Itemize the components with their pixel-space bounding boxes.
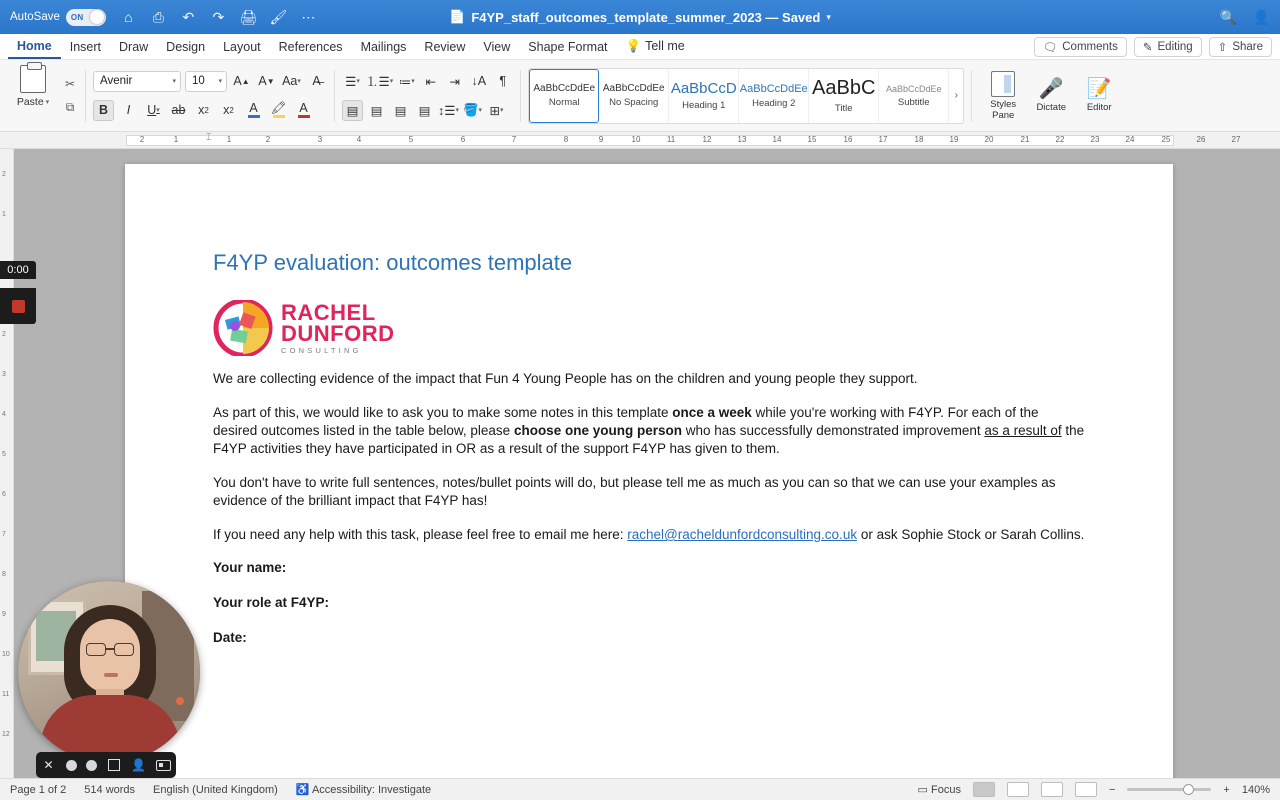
ruler-number: 11 [666,135,676,144]
autosave-toggle[interactable] [66,9,106,26]
title-bar [0,0,1280,34]
ruler-number: 15 [807,135,817,144]
ruler-number: 4 [356,135,362,144]
web-layout-view-button[interactable] [1007,782,1029,797]
ruler-number: 12 [702,135,712,144]
ruler-number: 26 [1196,135,1206,144]
highlight-color-icon[interactable]: 🖍 [268,100,289,121]
webcam-person-mouth [104,673,118,677]
paragraph-text: while you're working with F4YP. For each of the desired outcomes listed in the table below, please [213,405,1039,438]
styles-gallery[interactable] [528,68,964,124]
camera-icon[interactable] [156,757,172,773]
paragraph-text: As part of this, we would like to ask you to make some notes in this template [213,405,673,420]
comment-icon: 🗨 [1042,41,1058,54]
style-name: Title [834,103,853,114]
tab-tell-me-label: Tell me [645,39,685,53]
ruler-number: 6 [460,135,466,144]
paragraph-text: You don't have to write full sentences, notes/bullet points will do, but please tell me as much as you can so that we can use your examples as evidence of the brilliant impact that F4YP has! [213,475,1056,508]
chevron-down-icon[interactable]: ▾ [826,11,831,22]
search-icon[interactable]: 🔍 [1219,9,1238,25]
paragraph-text: who has successfully demonstrated improvement [681,423,985,438]
bullet-list-icon[interactable]: ☰ ▾ [345,74,360,89]
style-subtitle[interactable] [879,69,949,123]
font-size-select[interactable] [185,71,227,92]
align-center-icon[interactable]: ▤ [370,103,383,118]
undo-icon[interactable]: ↶ [182,9,195,25]
recording-stop-button[interactable] [0,288,36,324]
paragraph-text: We are collecting evidence of the impact that Fun 4 Young People has on the children and young people they support. [213,371,918,386]
draft-view-button[interactable] [1075,782,1097,797]
numbered-list-icon[interactable]: ⒈☰ ▾ [366,75,394,89]
ruler-number: 10 [631,135,641,144]
webcam-light-dot [176,697,184,705]
ruler-number: 16 [843,135,853,144]
divider [85,70,86,122]
divider [971,70,972,122]
bold-button[interactable]: B [93,100,114,121]
style-preview: AaBbCcDdEe [739,82,808,95]
tab-shape-format[interactable]: Shape Format [528,39,608,54]
tab-insert[interactable]: Insert [69,39,101,54]
logo-svg [213,300,273,356]
ruler-number: 1 [173,135,179,144]
field-your-name: Your name: [213,560,287,575]
increase-indent-icon[interactable]: ⇥ [449,74,460,89]
ruler-number: 19 [949,135,959,144]
ruler-number: 21 [1020,135,1030,144]
redo-icon[interactable]: ↷ [212,9,225,25]
zoom-slider[interactable] [1127,788,1211,791]
vruler-number: 2 [2,171,6,178]
more-options-icon[interactable]: ⋯ [301,9,316,25]
paragraph-bold: choose one young person [513,423,682,438]
accessibility-status[interactable] [296,783,431,796]
align-left-icon[interactable]: ▤ [342,100,363,121]
webcam-preview[interactable] [18,581,200,763]
paragraph-underline: as a result of [984,423,1062,438]
field-date: Date: [213,630,247,645]
editor-icon: 📝 [1086,78,1112,100]
editing-label: Editing [1157,40,1193,53]
style-name: Normal [548,97,580,108]
ruler-number: 13 [737,135,747,144]
italic-button[interactable]: I [126,103,131,117]
sort-icon[interactable]: ↓A [471,74,487,88]
accessibility-label: Accessibility: Investigate [311,784,432,796]
decrease-font-size-icon[interactable]: A ▼ [258,74,275,88]
borders-icon[interactable]: ⊞ ▾ [489,103,504,118]
style-preview: AaBbCcDdEe [533,83,596,94]
styles-gallery-more-icon[interactable]: › [954,90,958,101]
tab-home[interactable]: Home [8,35,61,59]
style-heading-2[interactable] [739,69,809,123]
decrease-indent-icon[interactable]: ⇤ [425,74,436,89]
company-logo [213,300,1085,356]
focus-icon: ▭ [917,784,928,796]
document-page[interactable] [125,164,1173,778]
style-name: Subtitle [897,96,930,108]
recording-toolbar[interactable] [36,752,176,778]
document-title-text: F4YP_staff_outcomes_template_summer_2023 — Saved [471,9,821,25]
styles-pane-button[interactable] [979,71,1027,121]
focus-label: Focus [931,784,961,796]
zoom-in-button[interactable]: + [1223,783,1230,796]
style-title[interactable] [809,69,879,123]
accessibility-icon: ♿ [295,784,310,796]
page-count-label[interactable]: Page 1 of 2 [10,783,67,796]
style-name: No Spacing [609,97,659,108]
dictate-label: Dictate [1036,102,1067,113]
print-layout-view-button[interactable] [973,782,995,797]
logo-line-3: CONSULTING [281,345,362,355]
copy-icon[interactable]: ⧉ [65,99,75,114]
status-bar-right [918,782,1270,797]
autosave-toggle-group[interactable] [10,9,106,26]
paragraph-text: or ask Sophie Stock or Sarah Collins. [857,527,1085,542]
ruler-number: 22 [1055,135,1065,144]
logo-line-2: DUNFORD [281,321,395,347]
editor-button[interactable] [1075,78,1123,113]
line-spacing-icon[interactable]: ↕☰ ▾ [438,103,459,118]
vruler-number: 7 [2,531,6,538]
comments-label: Comments [1062,40,1118,53]
chevron-down-icon: ▾ [172,78,176,85]
record-icon[interactable] [86,760,97,771]
ruler-number: 23 [1090,135,1100,144]
increase-font-size-icon[interactable]: A ▲ [233,74,250,88]
document-canvas[interactable] [14,149,1280,778]
paragraph-text: the F4YP activities they have participated in OR as a result of the support F4YP has given to them. [213,423,1085,456]
style-name: Heading 2 [752,97,796,109]
editing-mode-button[interactable] [1134,37,1202,57]
divider [520,70,521,122]
ribbon-tab-bar [0,34,1280,60]
logo-line-1: RACHEL [281,300,376,326]
ruler-number: 3 [317,135,323,144]
paste-icon[interactable] [20,65,46,93]
webcam-glasses-right [114,643,134,656]
ruler-number: 9 [598,135,604,144]
fullscreen-icon[interactable] [106,757,122,773]
style-normal[interactable] [529,69,599,123]
pause-icon[interactable] [66,760,77,771]
vruler-number: 6 [2,491,6,498]
chevron-down-icon: ▾ [45,99,50,106]
paragraph-group [342,62,513,129]
styles-pane-icon [991,71,1015,97]
ribbon [0,60,1280,132]
title-bar-right [1220,9,1270,26]
show-formatting-marks-icon[interactable]: ¶ [499,74,507,88]
outline-view-button[interactable] [1041,782,1063,797]
vruler-number: 2 [2,331,6,338]
ruler-number: 27 [1231,135,1241,144]
share-label: Share [1232,40,1263,53]
tab-references[interactable]: References [278,39,343,54]
recording-timer: 0:00 [0,261,36,279]
style-heading-1[interactable] [669,69,739,123]
focus-button[interactable] [918,783,961,796]
document-paragraph-3 [213,474,1085,510]
justify-icon[interactable]: ▤ [418,103,431,118]
document-paragraph-1 [213,370,1085,388]
font-name-value: Avenir [100,75,133,87]
change-case-icon[interactable]: Aa ▾ [282,74,301,88]
zoom-level-label[interactable]: 140% [1241,783,1270,796]
align-right-icon[interactable]: ▤ [394,103,407,118]
clipboard-group [6,62,60,129]
share-icon: ⇧ [1217,41,1228,54]
vruler-number: 12 [2,731,10,738]
word-count-label[interactable]: 514 words [84,783,136,796]
vruler-number: 1 [2,211,6,218]
autosave-label: AutoSave [10,11,60,23]
tab-layout[interactable]: Layout [223,39,261,54]
vruler-number: 3 [2,371,6,378]
webcam-glasses-bridge [106,648,114,650]
comments-button[interactable] [1034,37,1127,57]
print-icon[interactable]: 🖨 [239,9,258,25]
vruler-number: 4 [2,411,6,418]
quick-access-toolbar [120,9,317,26]
stop-icon [12,300,25,313]
ribbon-tabs-right [1034,37,1272,57]
superscript-button[interactable]: x 2 [223,103,234,117]
text-effects-icon[interactable]: A [243,100,264,121]
close-icon[interactable]: ✕ [43,758,54,772]
font-name-select[interactable] [93,71,181,92]
style-no-spacing[interactable] [599,69,669,123]
paste-label: Paste [16,96,44,108]
ruler-number: 7 [511,135,517,144]
webcam-person-face [80,619,140,693]
vruler-number: 9 [2,611,6,618]
font-color-icon[interactable]: A [293,100,314,121]
editor-label: Editor [1086,102,1112,113]
webcam-glasses-left [86,643,106,656]
ruler-number: 17 [878,135,888,144]
style-name: Heading 1 [682,100,726,111]
home-icon[interactable]: ⌂ [124,9,133,25]
document-paragraph-2 [213,404,1085,458]
underline-button[interactable]: U ▾ [147,103,160,117]
lightbulb-icon: 💡 [625,39,642,53]
clipboard-mini-buttons [62,77,78,115]
vertical-ruler[interactable] [0,149,14,778]
ruler-number: 14 [772,135,782,144]
ruler-number: 2 [265,135,271,144]
microphone-icon: 🎤 [1038,78,1064,100]
style-preview: AaBbCcD [670,80,737,97]
status-bar [0,778,1280,800]
font-size-value: 10 [192,75,205,87]
vruler-number: 10 [2,651,10,658]
tab-design[interactable]: Design [166,39,206,54]
ruler-number: 2 [139,135,145,144]
ruler-number: 18 [914,135,924,144]
tab-draw[interactable]: Draw [119,39,149,54]
vruler-number: 8 [2,571,6,578]
ruler-number: 24 [1125,135,1135,144]
paragraph-text: If you need any help with this task, please feel free to email me here: [213,527,628,542]
document-paragraph-4 [213,526,1085,544]
indent-marker-icon[interactable]: ⌶ [206,132,212,142]
logo-wordmark [281,302,395,353]
ruler-number: 5 [408,135,414,144]
style-preview: AaBbCcDdEe [885,83,942,94]
tab-mailings[interactable]: Mailings [360,39,407,54]
chevron-down-icon: ▾ [218,78,222,85]
strikethrough-button[interactable]: ab [171,103,186,117]
divider [334,70,335,122]
language-label[interactable]: English (United Kingdom) [153,783,278,796]
camera-icon[interactable]: ⎙ [152,9,164,25]
ruler-number: 1 [226,135,232,144]
field-your-role: Your role at F4YP: [213,595,330,610]
font-group [93,62,327,129]
zoom-out-button[interactable]: − [1108,783,1116,796]
ruler-number: 20 [984,135,994,144]
paste-button[interactable] [17,96,49,108]
email-link[interactable]: rachel@racheldunfordconsulting.co.uk [627,527,858,542]
share-button[interactable] [1209,37,1272,57]
cut-icon[interactable]: ✂ [64,76,76,91]
multilevel-list-icon[interactable]: ≔ ▾ [398,74,415,89]
styles-pane-label: Styles Pane [990,98,1017,121]
ruler-number: 8 [563,135,569,144]
document-heading: F4YP evaluation: outcomes template [213,250,573,275]
style-preview: AaBbC [812,77,876,99]
paragraph-bold: once a week [672,405,752,420]
person-icon[interactable]: 👤 [131,758,146,772]
vruler-number: 11 [2,691,10,698]
tab-tell-me[interactable] [617,35,694,58]
toggle-knob [90,10,104,24]
style-preview: AaBbCcDdEe [602,83,665,94]
horizontal-ruler[interactable] [0,132,1280,149]
autosave-state: ON [70,12,84,22]
tab-view[interactable]: View [483,39,511,54]
shading-icon[interactable]: 🪣 ▾ [462,102,483,117]
document-file-icon: 📄 [449,9,466,24]
zoom-slider-knob[interactable] [1183,784,1194,795]
vruler-number: 5 [2,451,6,458]
format-painter-icon[interactable]: 🖌 [269,9,288,25]
ruler-track [126,135,1174,146]
ruler-number: 25 [1161,135,1171,144]
tab-review[interactable]: Review [424,39,466,54]
pencil-icon: ✎ [1142,41,1153,54]
subscript-button[interactable]: x 2 [198,103,209,117]
account-icon[interactable]: 👤 [1252,9,1271,25]
dictate-button[interactable] [1027,78,1075,113]
logo-mark-icon [213,300,273,356]
clear-formatting-icon[interactable]: A̶ [312,74,321,88]
